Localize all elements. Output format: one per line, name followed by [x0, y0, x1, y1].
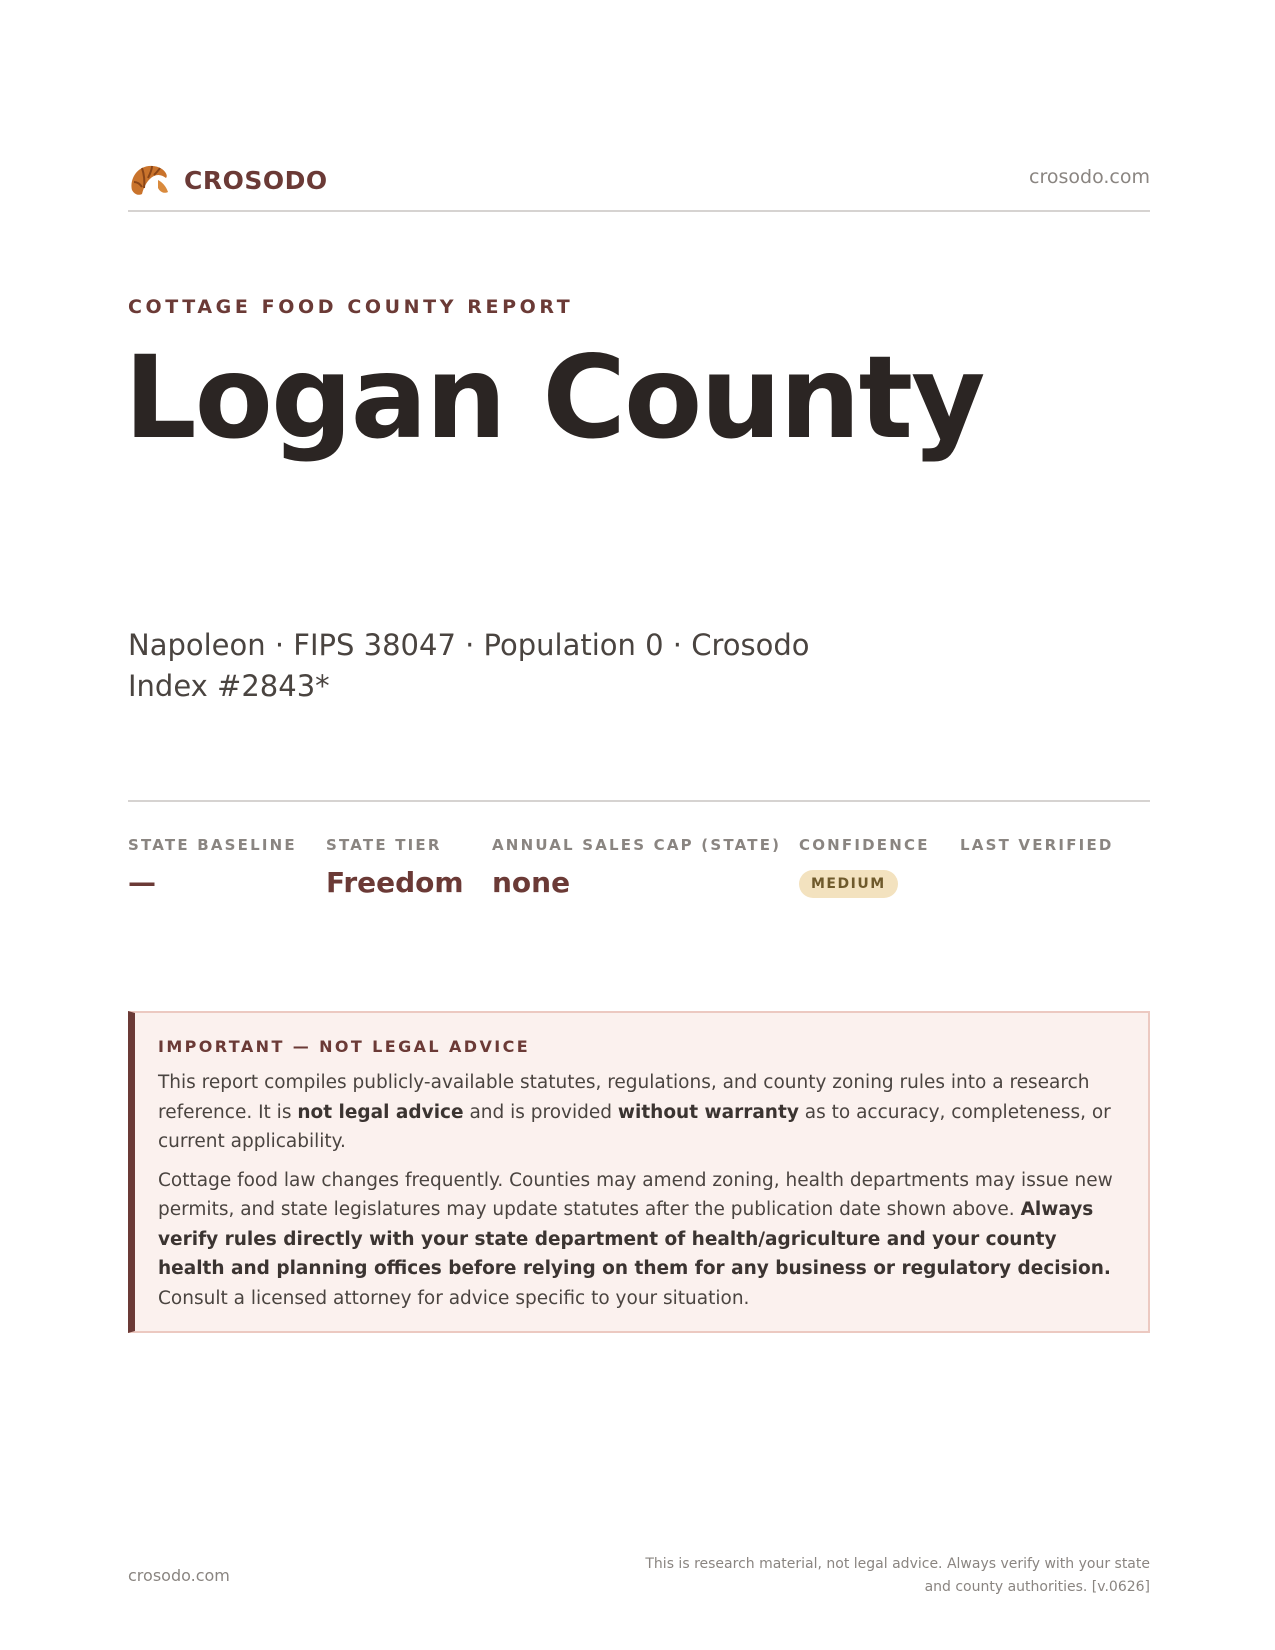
- notice-text: Consult a licensed attorney for advice specific to your situation.: [158, 1287, 750, 1309]
- notice-paragraph: [158, 1068, 1122, 1157]
- notice-emphasis: not legal advice: [297, 1101, 464, 1123]
- confidence-badge: MEDIUM: [799, 870, 898, 898]
- stat-state-tier: [326, 836, 464, 899]
- notice-emphasis: Always verify rules directly with your state department of health/agriculture and your county health and planning offices before relying on them for any business or regulatory decision.: [158, 1199, 1111, 1279]
- stat-value: —: [128, 866, 156, 899]
- report-type-label: COTTAGE FOOD COUNTY REPORT: [128, 296, 574, 318]
- notice-heading: IMPORTANT — NOT LEGAL ADVICE: [158, 1037, 531, 1056]
- stat-label: STATE BASELINE: [128, 836, 297, 854]
- stat-label: CONFIDENCE: [799, 836, 930, 854]
- croissant-icon: [128, 160, 172, 200]
- footer-site-url[interactable]: crosodo.com: [128, 1566, 230, 1585]
- page-title: Logan County: [124, 331, 984, 464]
- stat-label: ANNUAL SALES CAP (STATE): [492, 836, 782, 854]
- site-url[interactable]: crosodo.com: [1029, 166, 1150, 188]
- county-summary-line: Napoleon · FIPS 38047 · Population 0 · Crosodo Index #2843*: [128, 628, 810, 703]
- footer-disclaimer: [590, 1553, 1150, 1599]
- stats-divider: [128, 800, 1150, 802]
- stat-value: Freedom: [326, 866, 464, 899]
- stat-state-baseline: [128, 836, 297, 899]
- report-page: [124, 0, 1150, 1650]
- stat-annual-sales-cap: [492, 836, 781, 899]
- notice-paragraph: [158, 1166, 1122, 1314]
- page-header: [128, 160, 1150, 212]
- legal-notice: [128, 1011, 1150, 1333]
- footer-disclaimer-line: and county authorities. [v.0626]: [924, 1579, 1150, 1595]
- brand-name: CROSODO: [184, 165, 328, 195]
- stat-label: LAST VERIFIED: [960, 836, 1114, 854]
- footer-disclaimer-line: This is research material, not legal advice. Always verify with your state: [645, 1556, 1150, 1572]
- notice-text: Cottage food law changes frequently. Counties may amend zoning, health departments may issue new permits, and state legislatures may update statutes after the publication date shown above.: [158, 1169, 1113, 1220]
- brand[interactable]: [128, 160, 328, 200]
- stat-label: STATE TIER: [326, 836, 442, 854]
- stat-last-verified: [960, 836, 1114, 866]
- stat-value: none: [492, 866, 571, 899]
- notice-text: and is provided: [463, 1101, 618, 1123]
- notice-emphasis: without warranty: [617, 1101, 799, 1123]
- notice-text: as to accuracy, completeness, or current applicability.: [158, 1101, 1111, 1152]
- stat-confidence: [799, 836, 930, 898]
- notice-text: This report compiles publicly-available statutes, regulations, and county zoning rules into a research reference. It is: [158, 1072, 1090, 1123]
